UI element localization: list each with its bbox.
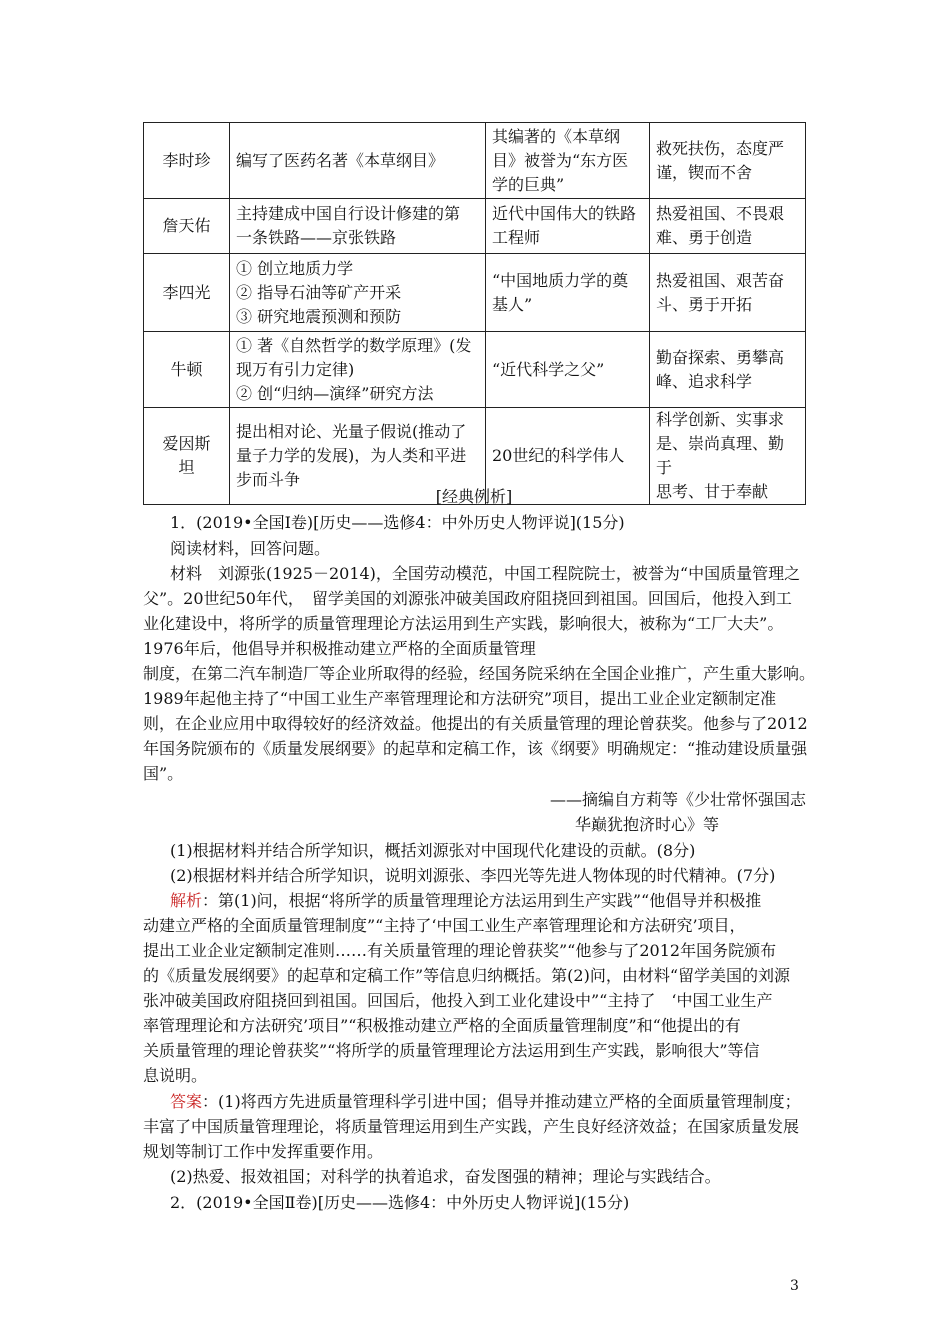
historical-figures-table xyxy=(143,122,806,505)
sub-question: (2)根据材料并结合所学知识，说明刘源张、李四光等先进人物体现的时代精神。(7分) xyxy=(170,866,776,885)
question-1-instruction: 阅读材料，回答问题。 xyxy=(170,539,331,558)
spirit-cell: 热爱祖国、艰苦奋 斗、勇于开拓 xyxy=(650,254,806,332)
table-row xyxy=(144,123,806,199)
analysis-line: 提出工业企业定额制定准则……有关质量管理的理论曾获奖”“他参与了2012年国务院颁布 xyxy=(143,941,777,960)
analysis-line: 关质量管理的理论曾获奖”“将所学的质量管理理论方法运用到生产实践，影响很大”等信 xyxy=(143,1041,760,1060)
answer-line: 答案：(1)将西方先进质量管理科学引进中国；倡导并推动建立严格的全面质量管理制度； xyxy=(170,1092,801,1111)
question-2-header: 2．(2019•全国Ⅱ卷)[历史——选修4：中外历史人物评说](15分) xyxy=(170,1193,630,1212)
spirit-cell: 救死扶伤，态度严 谨，锲而不舍 xyxy=(650,123,806,199)
analysis-label: 解析 xyxy=(170,891,203,910)
analysis-line: 息说明。 xyxy=(143,1066,208,1085)
honor-cell: 近代中国伟大的铁路 工程师 xyxy=(486,199,650,254)
achievement-cell: ① 著《自然哲学的数学原理》(发 现万有引力定律) ② 创“归纳—演绎”研究方法 xyxy=(230,332,486,408)
analysis-line: 动建立严格的全面质量管理制度”“主持了‘中国工业生产率管理理论和方法研究’项目， xyxy=(143,916,746,935)
honor-cell: “近代科学之父” xyxy=(486,332,650,408)
analysis-line: 张冲破美国政府阻挠回到祖国。回国后，他投入到工业化建设中”“主持了 ‘中国工业生产 xyxy=(143,991,773,1010)
analysis-line: 解析：第(1)问，根据“将所学的质量管理理论方法运用到生产实践”“他倡导并积极推 xyxy=(170,891,762,910)
achievement-cell: 编写了医药名著《本草纲目》 xyxy=(230,123,486,199)
analysis-line: 率管理理论和方法研究’项目”“积极推动建立严格的全面质量管理制度”和“他提出的有 xyxy=(143,1016,741,1035)
sub-question: (1)根据材料并结合所学知识，概括刘源张对中国现代化建设的贡献。(8分) xyxy=(170,841,696,860)
material-source: ——摘编自方莉等《少壮常怀强国志 xyxy=(550,790,807,809)
question-1-header: 1．(2019•全国Ⅰ卷)[历史——选修4：中外历史人物评说](15分) xyxy=(170,513,625,532)
spirit-cell: 热爱祖国、不畏艰 难、勇于创造 xyxy=(650,199,806,254)
table-row xyxy=(144,332,806,408)
person-name-cell: 李四光 xyxy=(144,254,230,332)
honor-cell: 20世纪的科学伟人 xyxy=(486,408,650,505)
answer-line: 丰富了中国质量管理理论，将质量管理运用到生产实践，产生良好经济效益；在国家质量发展 xyxy=(143,1117,800,1136)
material-line: 国”。 xyxy=(143,764,184,783)
material-source: 华巅犹抱济时心》等 xyxy=(575,815,720,834)
honor-cell: 其编著的《本草纲 目》被誉为“东方医 学的巨典” xyxy=(486,123,650,199)
material-line: 制度，在第二汽车制造厂等企业所取得的经验，经国务院采纳在全国企业推广，产生重大影响。 xyxy=(143,664,816,683)
person-name-cell: 爱因斯 坦 xyxy=(144,408,230,505)
achievement-cell: 提出相对论、光量子假说(推动了 量子力学的发展)，为人类和平进 步而斗争 xyxy=(230,408,486,505)
material-line: 父”。20世纪50年代， 留学美国的刘源张冲破美国政府阻挠回到祖国。回国后，他投入到工 xyxy=(143,589,792,608)
table-row xyxy=(144,254,806,332)
material-line: 业化建设中，将所学的质量管理理论方法运用到生产实践，影响很大，被称为“工厂大夫”。 xyxy=(143,614,784,633)
person-name-cell: 詹天佑 xyxy=(144,199,230,254)
analysis-line: 的《质量发展纲要》的起草和定稿工作”等信息归纳概括。第(2)问，由材料“留学美国的刘源 xyxy=(143,966,791,985)
spirit-cell: 科学创新、实事求 是、崇尚真理、勤于 思考、甘于奉献 xyxy=(650,408,806,505)
achievement-cell: 主持建成中国自行设计修建的第 一条铁路——京张铁路 xyxy=(230,199,486,254)
achievement-cell: ① 创立地质力学 ② 指导石油等矿产开采 ③ 研究地震预测和预防 xyxy=(230,254,486,332)
person-name-cell: 李时珍 xyxy=(144,123,230,199)
table-row xyxy=(144,199,806,254)
spirit-cell: 勤奋探索、勇攀高 峰、追求科学 xyxy=(650,332,806,408)
honor-cell: “中国地质力学的奠 基人” xyxy=(486,254,650,332)
material-line: 1976年后，他倡导并积极推动建立严格的全面质量管理 xyxy=(143,639,536,658)
material-line: 1989年起他主持了“中国工业生产率管理理论和方法研究”项目，提出工业企业定额制定准 xyxy=(143,689,777,708)
page-number: 3 xyxy=(790,1278,799,1294)
material-line: 则，在企业应用中取得较好的经济效益。他提出的有关质量管理的理论曾获奖。他参与了2012 xyxy=(143,714,808,733)
person-name-cell: 牛顿 xyxy=(144,332,230,408)
section-title: [经典例析] xyxy=(435,487,513,506)
answer-line: (2)热爱、报效祖国；对科学的执着追求，奋发图强的精神；理论与实践结合。 xyxy=(170,1167,721,1186)
material-line: 材料 刘源张(1925－2014)，全国劳动模范，中国工程院院士，被誉为“中国质量管理之 xyxy=(170,564,801,583)
material-line: 年国务院颁布的《质量发展纲要》的起草和定稿工作，该《纲要》明确规定：“推动建设质量强 xyxy=(143,739,808,758)
answer-line: 规划等制订工作中发挥重要作用。 xyxy=(143,1142,384,1161)
answer-label: 答案 xyxy=(170,1092,203,1111)
